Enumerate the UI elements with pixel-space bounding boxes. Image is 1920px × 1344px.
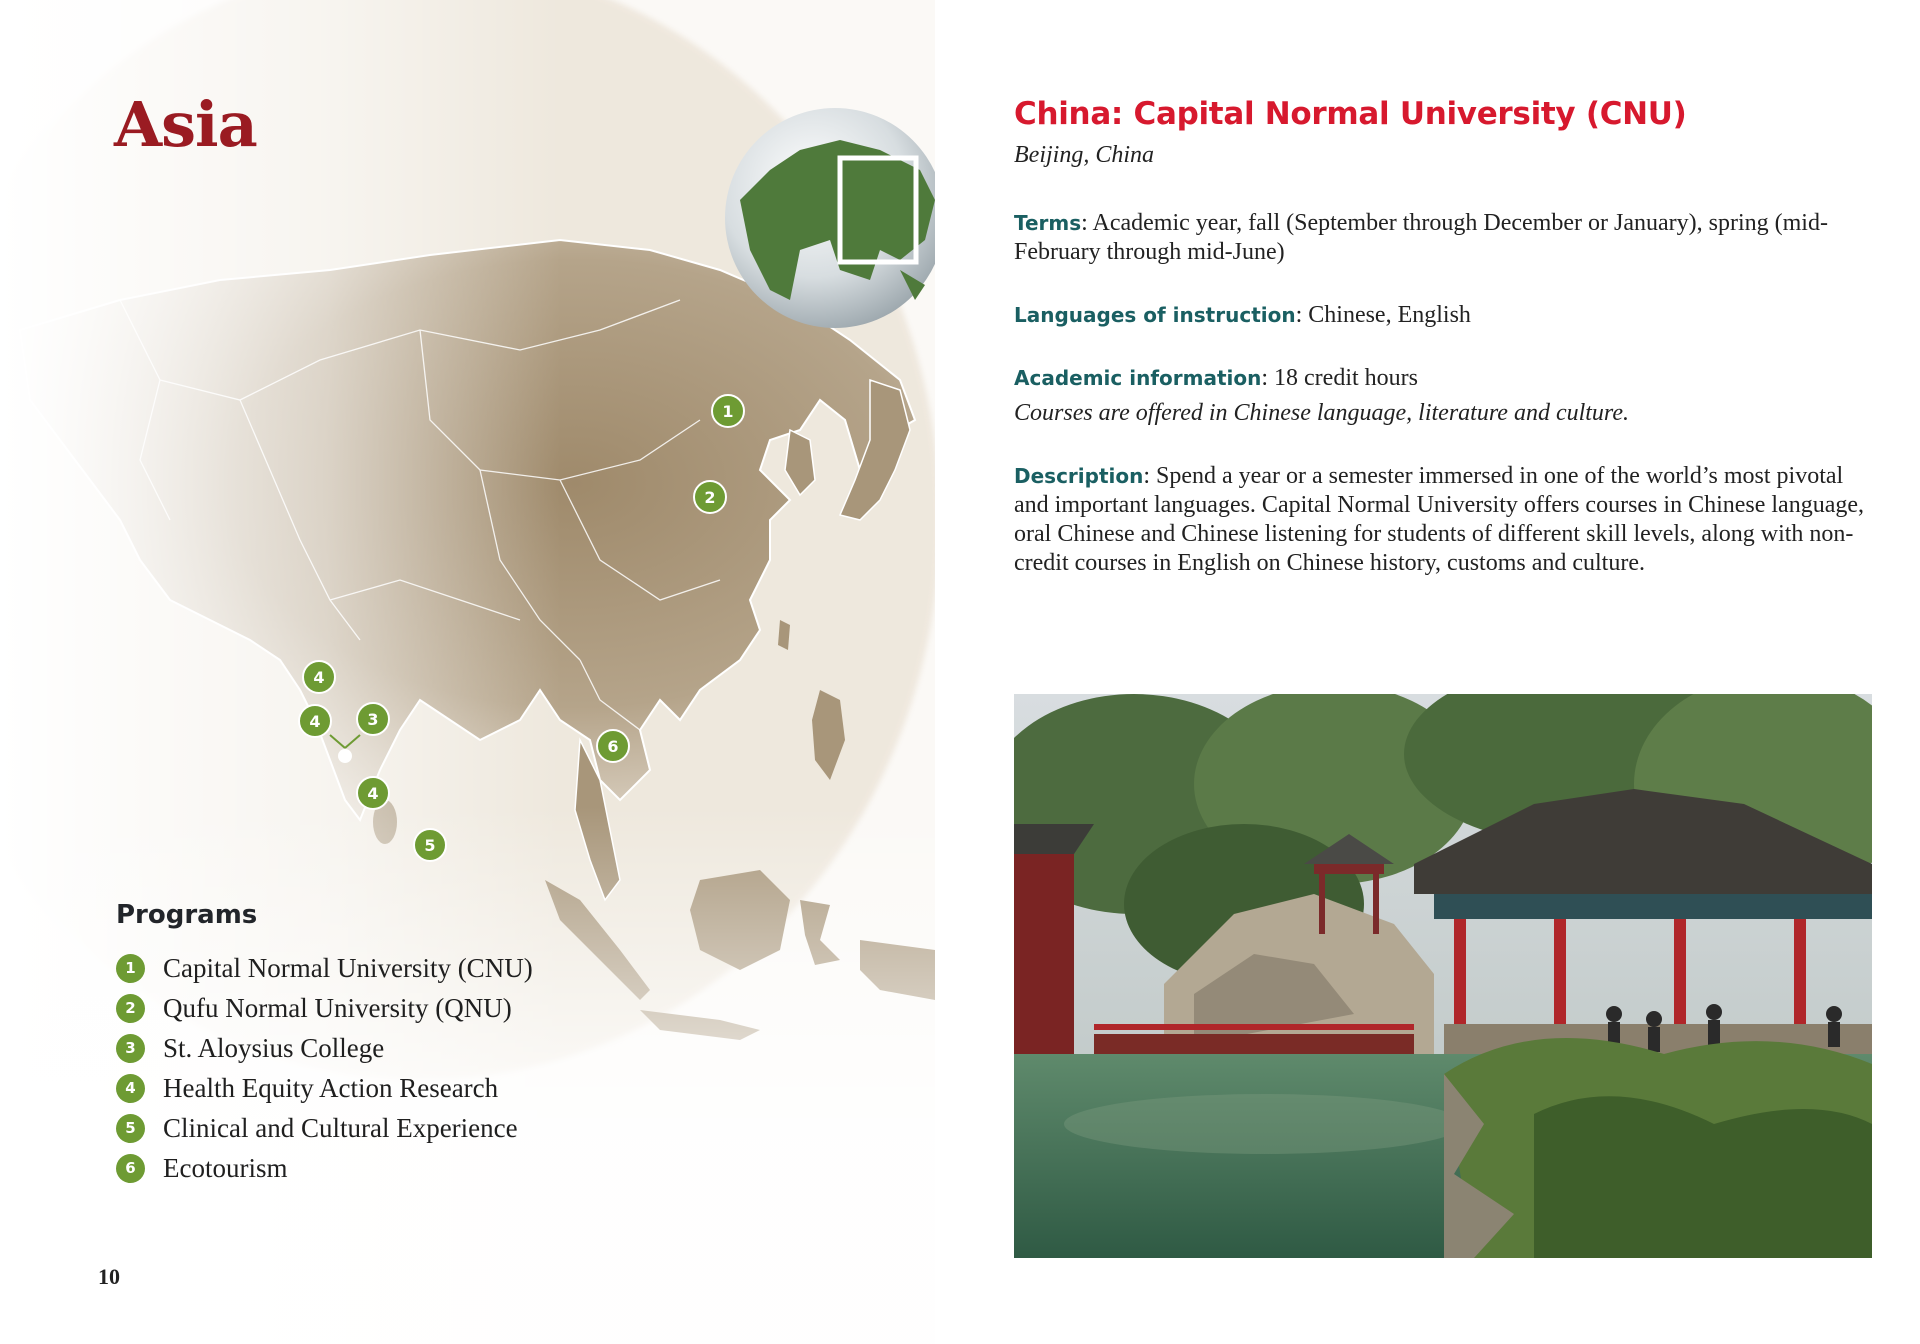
description-field	[1014, 462, 1874, 578]
languages-value: : Chinese, English	[1295, 302, 1471, 328]
program-label: Qufu Normal University (QNU)	[163, 992, 512, 1023]
program-article	[1014, 96, 1874, 578]
academic-note: Courses are offered in Chinese language, literature and culture.	[1014, 400, 1630, 426]
terms-field	[1014, 209, 1874, 267]
page-number: 10	[98, 1264, 120, 1289]
pavilion-illustration	[1014, 694, 1872, 1258]
asia-map-panel	[0, 0, 935, 1344]
map-marker-1	[712, 395, 744, 427]
academic-label: Academic information	[1014, 366, 1262, 390]
program-label: Clinical and Cultural Experience	[163, 1112, 518, 1143]
map-marker-6	[597, 730, 629, 762]
garden-pavilion-photo	[1014, 694, 1872, 1258]
academic-field	[1014, 364, 1874, 428]
terms-value: : Academic year, fall (September through December or January), spring (mid-February through mid-June)	[1014, 210, 1828, 265]
location-dot	[338, 749, 352, 763]
globe-inset-icon	[725, 108, 935, 328]
program-item	[116, 1148, 533, 1188]
program-number-badge: 4	[116, 1074, 145, 1103]
program-item	[116, 988, 533, 1028]
svg-text:2: 2	[704, 488, 716, 507]
program-number-badge: 3	[116, 1034, 145, 1063]
map-marker-4b	[299, 705, 331, 737]
svg-text:5: 5	[424, 836, 436, 855]
svg-text:3: 3	[367, 710, 379, 729]
program-label: Capital Normal University (CNU)	[163, 952, 533, 983]
description-value: : Spend a year or a semester immersed in one of the world’s most pivotal and important languages. Capital Normal University offers courses in Chinese language, oral Chinese and Chinese listening for students of different skill levels, along with non-credit courses in English on Chinese history, customs and culture.	[1014, 463, 1865, 576]
program-number-badge: 6	[116, 1154, 145, 1183]
languages-label: Languages of instruction	[1014, 303, 1296, 327]
languages-field	[1014, 301, 1874, 330]
svg-text:4: 4	[367, 784, 379, 803]
svg-text:6: 6	[607, 737, 619, 756]
svg-text:4: 4	[309, 712, 321, 731]
program-label: St. Aloysius College	[163, 1032, 385, 1063]
program-number-badge: 5	[116, 1114, 145, 1143]
map-marker-2	[694, 481, 726, 513]
svg-text:4: 4	[313, 668, 325, 687]
program-list	[116, 948, 533, 1188]
program-number-badge: 1	[116, 954, 145, 983]
article-title: China: Capital Normal University (CNU)	[1014, 96, 1687, 132]
map-marker-4c	[357, 777, 389, 809]
map-marker-5	[414, 829, 446, 861]
academic-value: : 18 credit hours	[1261, 365, 1418, 391]
description-label: Description	[1014, 464, 1144, 488]
program-label: Health Equity Action Research	[163, 1072, 499, 1103]
program-number-badge: 2	[116, 994, 145, 1023]
map-title: Asia	[114, 88, 257, 161]
article-location: Beijing, China	[1014, 142, 1154, 168]
map-marker-3	[357, 703, 389, 735]
program-item	[116, 1028, 533, 1068]
programs-heading: Programs	[116, 900, 258, 930]
program-item	[116, 948, 533, 988]
terms-label: Terms	[1014, 211, 1082, 235]
svg-text:1: 1	[722, 402, 734, 421]
program-item	[116, 1108, 533, 1148]
program-item	[116, 1068, 533, 1108]
program-label: Ecotourism	[163, 1152, 288, 1183]
map-marker-4a	[303, 661, 335, 693]
